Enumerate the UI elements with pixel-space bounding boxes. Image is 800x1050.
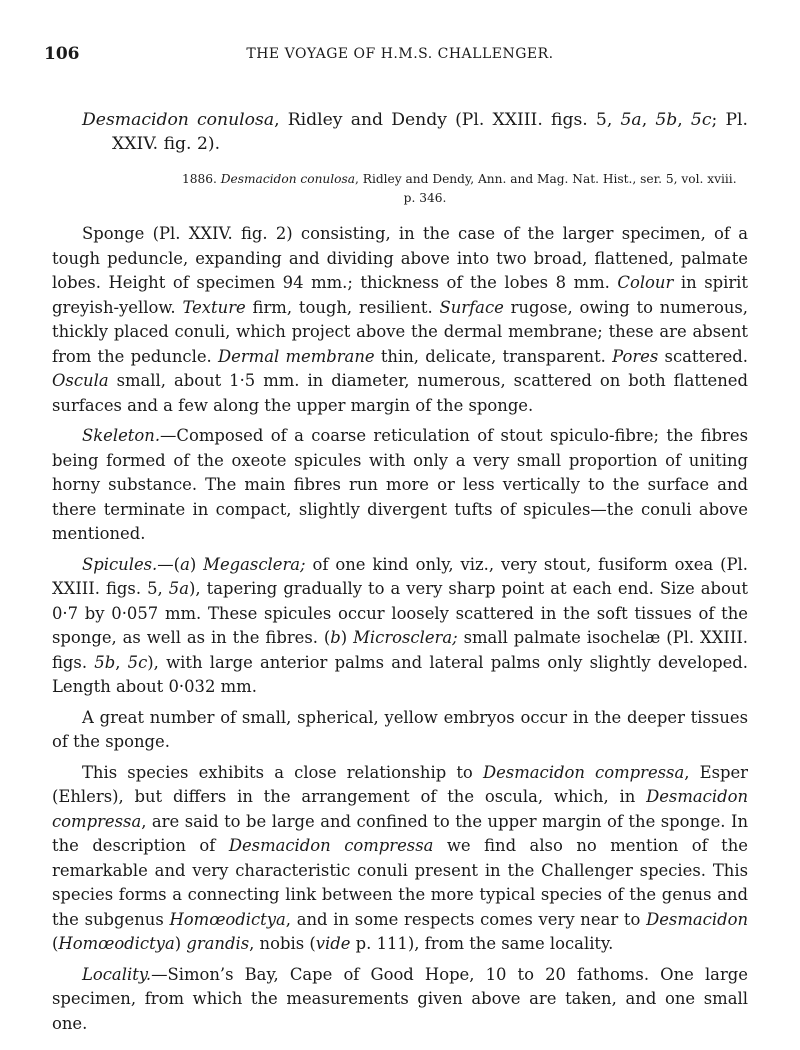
subgenus-ref: Homœodictya (169, 909, 286, 929)
citation-text (182, 170, 748, 189)
synonymy-citation (52, 170, 748, 208)
text-run: ) (189, 554, 204, 574)
term-megasclera: Megasclera; (203, 554, 306, 574)
section-label: Spicules. (82, 554, 158, 574)
locality-paragraph (52, 963, 748, 1037)
species-ref: Desmacidon compressa (482, 762, 685, 782)
text-run: thin, delicate, transparent. (374, 346, 613, 366)
citation-species: Desmacidon conulosa (220, 172, 356, 186)
text-run: in spirit greyish-yellow. (52, 273, 748, 317)
text-run: ), with large anterior palms and lateral palms only slightly developed. Length about 0·032 mm. (52, 652, 748, 696)
species-name: Desmacidon conulosa (82, 110, 275, 130)
citation-page: p. 346. (403, 191, 447, 205)
text-run: ) (340, 628, 354, 647)
figure-ref: 5a (620, 110, 642, 130)
text-run: p. 111), from the same locality. (350, 934, 614, 953)
text-run: , Esper (Ehlers), but differs in the arrangement of the oscula, which, in (52, 762, 749, 806)
figure-ref: 5b (655, 110, 678, 130)
term-oscula: Oscula (52, 371, 109, 390)
species-heading (52, 108, 748, 156)
separator: , (641, 110, 656, 130)
enumerator: b (330, 628, 341, 647)
text-run: , are said to be large and confined to the upper margin of the sponge. In the description of (52, 811, 748, 855)
spicules-paragraph (52, 553, 748, 700)
text-run: small, about 1·5 mm. in diameter, numerous, scattered on both flattened surfaces and a few along the upper margin of the sponge. (52, 371, 748, 415)
text-run: , (115, 652, 128, 672)
description-paragraph (52, 222, 748, 418)
page-header (44, 44, 756, 74)
text-run: rugose, owing to numerous, thickly placed conuli, which project above the dermal membrane; these are absent from the peduncle. (52, 297, 749, 366)
text-run: firm, tough, resilient. (245, 297, 440, 317)
text-run: , and in some respects comes very near to (285, 909, 647, 929)
running-title: THE VOYAGE OF H.M.S. CHALLENGER. (246, 46, 554, 62)
species-ref: Desmacidon compressa (228, 836, 434, 855)
enumerator: a (180, 554, 190, 574)
text-run: —Composed of a coarse reticulation of stout spiculo-fibre; the fibres being formed of the oxeote spicules with only a very small proportion of uniting horny substance. The main fibres run more or less vertically to the surface and there terminate in compact, slightly divergent tufts of spicules—the conuli above mentioned. (52, 426, 748, 543)
figure-ref: 5c (127, 652, 148, 672)
section-label: Skeleton. (82, 426, 161, 445)
skeleton-paragraph (52, 424, 748, 547)
text-run: ) (174, 934, 187, 953)
text-run: This species exhibits a close relationship to (82, 762, 483, 782)
relationship-paragraph (52, 761, 748, 957)
term-colour: Colour (617, 273, 674, 292)
vide-ref: vide (315, 934, 351, 953)
text-run: we find also no mention of the remarkable and very characteristic conuli present in the Challenger species. This species forms a connecting link between the more typical species of the genus and the subgenus (52, 836, 748, 929)
text-run: , nobis ( (249, 934, 316, 953)
text-run: ), tapering gradually to a very sharp point at each end. Size about 0·7 by 0·057 mm. These spicules occur loosely scattered in the soft tissues of the sponge, as well as in the fibres. ( (52, 579, 748, 647)
text-run: Sponge (Pl. XXIV. fig. 2) consisting, in the case of the larger specimen, of a tough peduncle, expanding and dividing above into two broad, flattened, palmate lobes. Height of specimen 94 mm.; thickness of the lobes 8 mm. (52, 224, 748, 292)
citation-reference: , Ridley and Dendy, Ann. and Mag. Nat. Hist., ser. 5, vol. xviii. (355, 172, 737, 186)
page-number: 106 (44, 44, 80, 64)
text-run: A great number of small, spherical, yellow embryos occur in the deeper tissues of the sponge. (52, 707, 748, 751)
species-heading-end: ; Pl. XXIV. fig. 2). (112, 110, 748, 154)
text-run: small palmate isochelæ (Pl. XXIII. figs. (52, 628, 748, 672)
species-ref: Desmacidon compressa (52, 787, 748, 831)
genus-ref: Desmacidon (646, 909, 748, 929)
citation-year: 1886. (182, 172, 221, 186)
text-run: of one kind only, viz., very stout, fusiform oxea (Pl. XXIII. figs. 5, (52, 554, 748, 598)
embryos-paragraph (52, 706, 748, 755)
text-run: scattered. (658, 346, 748, 366)
figure-ref: 5c (690, 110, 712, 130)
species-authority: , Ridley and Dendy (Pl. XXIII. figs. 5, (274, 110, 621, 130)
section-label: Locality. (82, 964, 152, 984)
figure-ref: 5b (94, 652, 116, 672)
term-pores: Pores (612, 346, 659, 366)
separator: , (677, 110, 691, 130)
text-run: —( (157, 554, 181, 574)
text-run: —Simon’s Bay, Cape of Good Hope, 10 to 20 fathoms. One large specimen, from which the measurements given above are taken, and one small one. (52, 964, 748, 1033)
term-surface: Surface (439, 297, 504, 317)
term-microsclera: Microsclera; (353, 628, 458, 647)
term-dermal-membrane: Dermal membrane (217, 346, 375, 366)
species-ref: grandis (186, 934, 250, 953)
subgenus-ref: Homœodictya (58, 934, 175, 953)
text-run: ( (52, 934, 59, 953)
page-body (52, 108, 748, 1042)
figure-ref: 5a (168, 579, 189, 598)
term-texture: Texture (182, 297, 246, 317)
